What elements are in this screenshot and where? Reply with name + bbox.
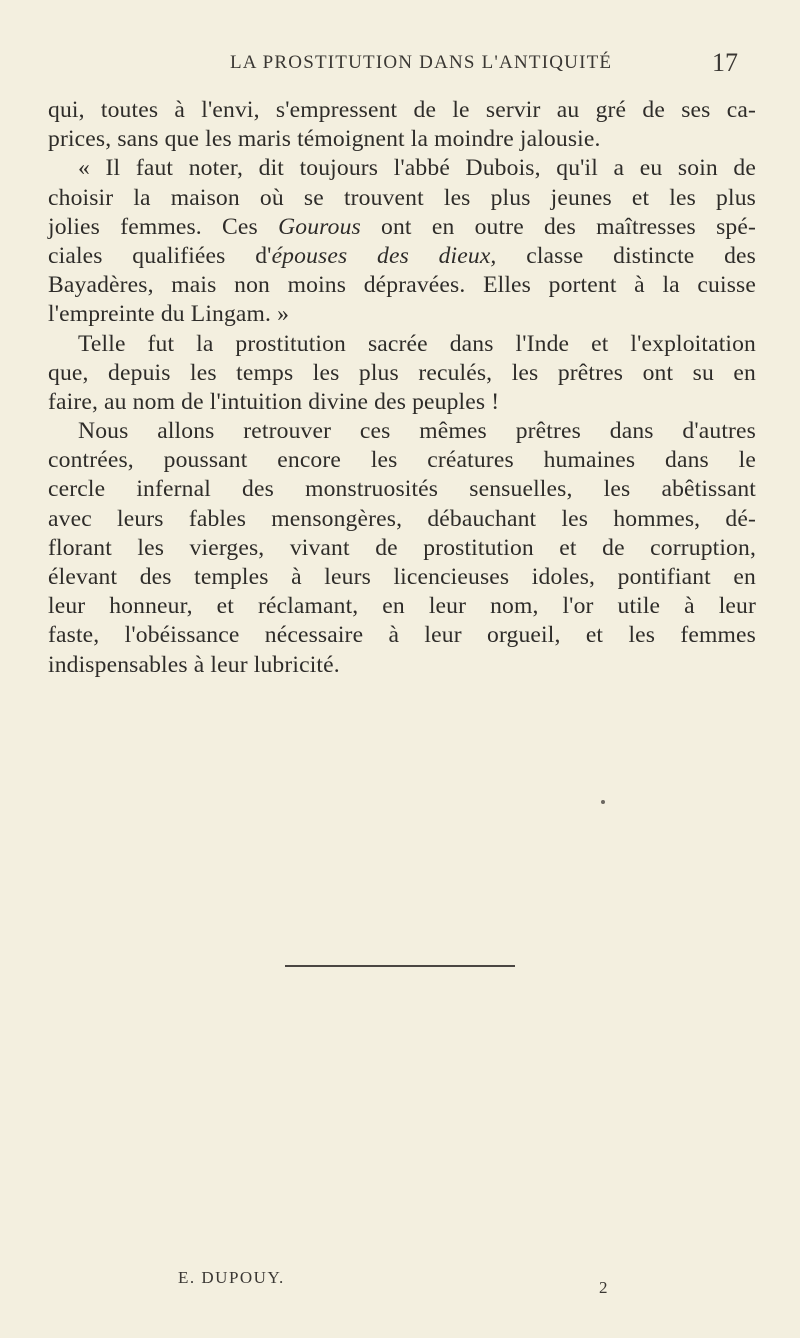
ink-speck [601, 800, 605, 804]
italic-term-epouses-des-dieux: épouses des dieux, [271, 242, 497, 269]
text-line: l'empreinte du Lingam. » [48, 301, 290, 328]
text-line: Nous allons retrouver ces mêmes prêtres dans d'autres [78, 418, 756, 445]
text-line: prices, sans que les maris témoignent la moindre jalousie. [48, 126, 601, 153]
italic-term-gourous: Gourous [278, 213, 361, 240]
printer-signature: E. DUPOUY. [178, 1268, 285, 1287]
text-fragment: jolies femmes. Ces [48, 213, 279, 240]
text-line: leur honneur, et réclamant, en leur nom, l'or utile à leur [48, 593, 756, 620]
text-line: florant les vierges, vivant de prostitution et de corruption, [48, 534, 756, 561]
text-line: choisir la maison où se trouvent les plus jeunes et les plus [48, 184, 756, 211]
page-number: 17 [712, 48, 738, 77]
text-line: « Il faut noter, dit toujours l'abbé Dubois, qu'il a eu soin de [78, 155, 756, 182]
text-line: avec leurs fables mensongères, débauchant les hommes, dé- [48, 505, 756, 532]
text-line: Bayadères, mais non moins dépravées. Elles portent à la cuisse [48, 272, 756, 299]
body-text [48, 96, 756, 680]
signature-mark: 2 [599, 1278, 608, 1297]
running-title: LA PROSTITUTION DANS L'ANTIQUITÉ [230, 52, 613, 73]
text-line: cercle infernal des monstruosités sensuelles, les abêtissant [48, 476, 756, 503]
text-fragment: ciales qualifiées d' [48, 242, 272, 269]
text-line [48, 213, 756, 242]
text-fragment: ont en outre des maîtresses spé- [360, 213, 756, 240]
running-head [0, 48, 800, 82]
text-line: faire, au nom de l'intuition divine des peuples ! [48, 388, 500, 415]
text-line: qui, toutes à l'envi, s'empressent de le servir au gré de ses ca- [48, 97, 756, 123]
text-line: Telle fut la prostitution sacrée dans l'Inde et l'exploitation [78, 330, 756, 357]
text-fragment: classe distincte des [496, 242, 756, 269]
text-line: indispensables à leur lubricité. [48, 651, 340, 678]
text-line: contrées, poussant encore les créatures humaines dans le [48, 447, 756, 474]
text-line: que, depuis les temps les plus reculés, les prêtres ont su en [48, 359, 756, 386]
section-rule [285, 965, 515, 967]
text-line: faste, l'obéissance nécessaire à leur orgueil, et les femmes [48, 622, 756, 649]
text-line [48, 242, 756, 271]
text-line: élevant des temples à leurs licencieuses idoles, pontifiant en [48, 564, 756, 590]
